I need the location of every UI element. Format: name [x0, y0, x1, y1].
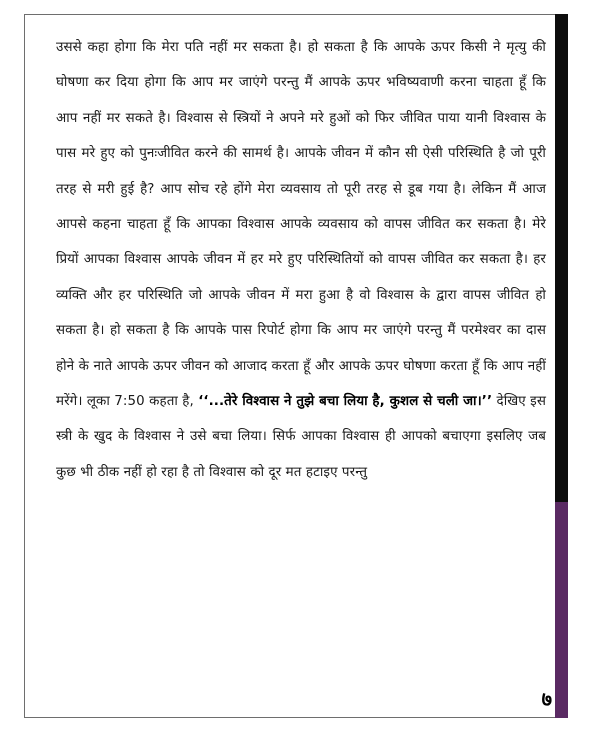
body-text-2: देखिए इस स्त्री के खुद के विश्वास ने उसे बचा लिया। सिर्फ आपका विश्वास ही आपको बचाएगा इसलिए जब कुछ भी ठीक नहीं हो रहा है तो विश्वास को दूर मत हटाइए परन्तु	[56, 394, 547, 480]
body-text-1: उससे कहा होगा कि मेरा पति नहीं मर सकता है। हो सकता है कि आपके ऊपर किसी ने मृत्यु की घोषणा कर दिया होगा कि आप मर जाएंगे परन्तु मैं आपके ऊपर भविष्यवाणी करना चाहता हूँ कि आप नहीं मर सकते है। विश्वास से स्त्रियों ने अपने मरे हुओं को फिर जीवित पाया यानी विश्वास के पास मरे हुए को पुनःजीवित करने की सामर्थ है। आपके जीवन में कौन सी ऐसी परिस्थिति है जो पूरी तरह से मरी हुई है? आप सोच रहे होंगे मेरा व्यवसाय तो पूरी तरह से डूब गया है। लेकिन मैं आज आपसे कहना चाहता हूँ कि आपका विश्वास आपके व्यवसाय को वापस जीवित कर सकता है। मेरे प्रियों आपका विश्वास आपके जीवन में हर मरे हुए परिस्थितियों को वापस जीवित कर सकता है। हर व्यक्ति और हर परिस्थिति जो आपके जीवन में मरा हुआ है वो विश्वास के द्वारा वापस जीवित हो सकता है। हो सकता है कि आपके पास रिपोर्ट होगा कि आप मर जाएंगे परन्तु मैं परमेश्वर का दास होने के नाते आपके ऊपर जीवन को आजाद करता हूँ और आपके ऊपर घोषणा करता हूँ कि आप नहीं मरेंगे। लूका 7:50 कहता है,	[56, 40, 546, 410]
body-paragraph	[56, 30, 546, 490]
side-bar-purple	[555, 502, 568, 718]
side-bar-dark	[555, 14, 568, 502]
page-number: ७	[541, 687, 552, 711]
scripture-quote: ‘‘...तेरे विश्वास ने तुझे बचा लिया है, कुशल से चली जा।’’	[198, 394, 493, 410]
